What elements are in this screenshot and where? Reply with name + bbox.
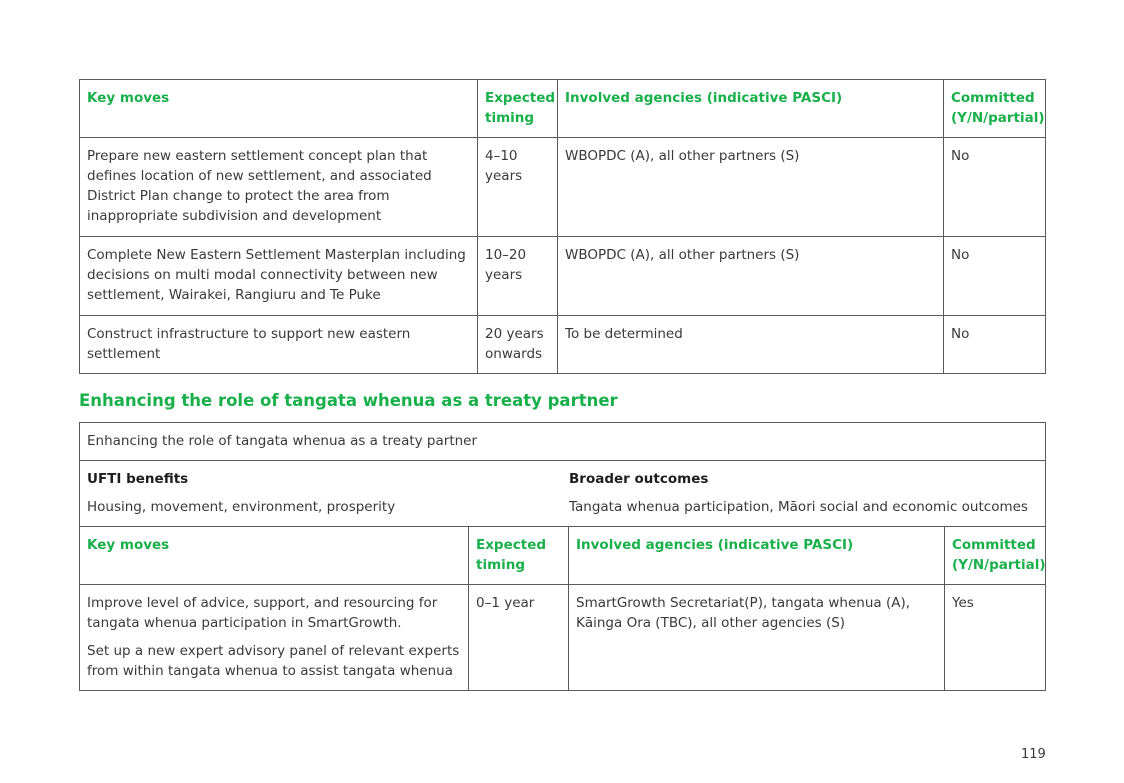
table-row (80, 138, 1046, 237)
header-committed: Committed (Y/N/partial) (945, 527, 1046, 585)
key-moves-table-tangata-whenua (79, 422, 1046, 691)
ufti-benefits-value: Housing, movement, environment, prosperity (87, 499, 396, 515)
header-key-moves: Key moves (80, 80, 478, 138)
table-header-row (80, 80, 1046, 138)
cell-agencies: WBOPDC (A), all other partners (S) (558, 237, 944, 316)
cell-timing: 0–1 year (469, 585, 569, 691)
header-involved-agencies: Involved agencies (indicative PASCI) (558, 80, 944, 138)
table-row (80, 237, 1046, 316)
section-heading: Enhancing the role of tangata whenua as a treaty partner (79, 391, 618, 410)
page-number: 119 (1021, 747, 1046, 762)
header-committed: Committed (Y/N/partial) (944, 80, 1046, 138)
table-row (80, 585, 1046, 691)
broader-outcomes-value: Tangata whenua participation, Māori social and economic outcomes (569, 499, 1028, 515)
table-header-row (80, 527, 1046, 585)
cell-agencies: SmartGrowth Secretariat(P), tangata whenua (A), Kāinga Ora (TBC), all other agencies (S) (569, 585, 945, 691)
ufti-benefits-label: UFTI benefits (87, 471, 189, 487)
key-move-text: Improve level of advice, support, and resourcing for tangata whenua participation in SmartGrowth. (87, 595, 438, 631)
cell-committed: No (944, 316, 1046, 374)
broader-outcomes-label: Broader outcomes (569, 471, 709, 487)
cell-timing: 10–20 years (478, 237, 558, 316)
table-title: Enhancing the role of tangata whenua as a treaty partner (80, 423, 1046, 461)
header-key-moves: Key moves (80, 527, 469, 585)
header-expected-timing: Expected timing (469, 527, 569, 585)
cell-timing: 4–10 years (478, 138, 558, 237)
cell-agencies: To be determined (558, 316, 944, 374)
cell-committed: No (944, 138, 1046, 237)
cell-timing: 20 years onwards (478, 316, 558, 374)
cell-key-move: Complete New Eastern Settlement Masterplan including decisions on multi modal connectivity between new settlement, Wairakei, Rangiuru and Te Puke (80, 237, 478, 316)
table-row (80, 316, 1046, 374)
header-involved-agencies: Involved agencies (indicative PASCI) (569, 527, 945, 585)
cell-key-move: Prepare new eastern settlement concept plan that defines location of new settlement, and associated District Plan change to protect the area from inappropriate subdivision and development (80, 138, 478, 237)
key-move-text: Set up a new expert advisory panel of relevant experts from within tangata whenua to assist tangata whenua (87, 643, 460, 679)
cell-key-move (80, 585, 469, 691)
cell-key-move: Construct infrastructure to support new eastern settlement (80, 316, 478, 374)
table-title-row (80, 423, 1046, 461)
cell-agencies: WBOPDC (A), all other partners (S) (558, 138, 944, 237)
benefits-cell (80, 461, 1046, 527)
cell-committed: Yes (945, 585, 1046, 691)
benefits-row (80, 461, 1046, 527)
key-moves-table-eastern-settlement (79, 79, 1046, 374)
header-expected-timing: Expected timing (478, 80, 558, 138)
cell-committed: No (944, 237, 1046, 316)
